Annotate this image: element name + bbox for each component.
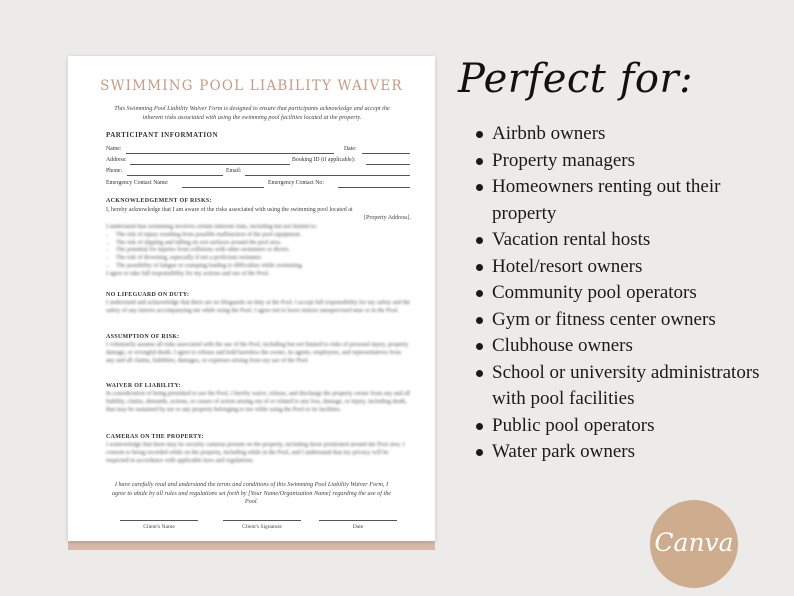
bullet-icon (476, 237, 483, 244)
list-item: Vacation rental hosts (470, 227, 770, 254)
cameras-text: I acknowledge that there may be security cameras present on the property, including those positioned around the Pool area. I consent to being recorded while on the property, including while in the Pool, and I understand that my privacy will be respected in accordance with applicable laws and regulations. (106, 442, 405, 464)
signature-client-signature (223, 520, 301, 530)
closing-statement (108, 481, 395, 507)
list-item: Gym or fitness center owners (470, 307, 770, 334)
list-item: Community pool operators (470, 280, 770, 307)
risk-item: • The risk of slipping and falling on wet surfaces around the pool area. (116, 240, 411, 248)
signature-line (319, 520, 397, 521)
closing-text-1: I have carefully read and understand the terms and conditions of this (114, 481, 288, 488)
list-item: Public pool operators (470, 413, 770, 440)
lifeguard-heading: NO LIFEGUARD ON DUTY: (106, 292, 190, 298)
signature-label: Date (352, 524, 364, 530)
signature-label: Client's Name (143, 524, 175, 530)
signature-client-name (120, 520, 198, 530)
participant-info-heading: PARTICIPANT INFORMATION (106, 131, 219, 139)
bullet-icon (476, 423, 483, 430)
bullet-icon (476, 343, 483, 350)
cameras-heading: CAMERAS ON THE PROPERTY: (106, 434, 204, 440)
ack-blurred-block (106, 224, 411, 279)
closing-emphasis: Swimming Pool Liability Waiver Form (287, 481, 383, 488)
list-item: School or university administrators with pool facilities (470, 360, 770, 413)
waiver-heading: WAIVER OF LIABILITY: (106, 383, 181, 389)
signature-label: Client's Signature (242, 524, 282, 530)
email-label: Email: (226, 168, 242, 174)
phone-label: Phone: (106, 168, 123, 174)
ack-heading: ACKNOWLEDGEMENT OF RISKS: (106, 198, 212, 204)
ack-text: I, hereby acknowledge that I am aware of the risks associated with using the swimming pool located at (106, 207, 353, 213)
ack-address: [Property Address]. (364, 215, 411, 221)
ack-blurred-end: I agree to take full responsibility for my actions and use of the Pool. (106, 270, 270, 277)
waiver-text: In consideration of being permitted to use the Pool, I hereby waive, release, and discharge the property owner from any and all liability, claims, demands, actions, or causes of action arising out of or related to any loss, damage, or injury, including death, that may be sustained by me or any property belonging to me while using the Pool or its facilities. (106, 391, 411, 413)
waiver-document (68, 56, 435, 541)
lifeguard-text: I understand and acknowledge that there are no lifeguards on duty at the Pool. I accept full responsibility for my safety and the safety of any minors accompanying me while using the Pool. I agree not to leave minors unsupervised near or in the Pool. (106, 300, 411, 314)
bullet-icon (476, 449, 483, 456)
document-intro (106, 105, 398, 122)
field-row-emergency (106, 180, 411, 189)
field-row-address (106, 157, 411, 166)
bullet-icon (476, 131, 483, 138)
address-label: Address: (106, 157, 127, 163)
risk-item: • The risk of injury resulting from possible malfunction of the pool equipment. (116, 232, 411, 240)
signature-line (120, 520, 198, 521)
name-line (126, 153, 334, 154)
risk-item: • The potential for injuries from collisions with other swimmers or divers. (116, 247, 411, 255)
intro-text-1: This (114, 105, 127, 112)
phone-line (127, 175, 223, 176)
assumption-text: I voluntarily assume all risks associated with the use of the Pool, including but not limited to risks of personal injury, property damage, or wrongful death. I agree to release and hold harmless the owner, its agents, employees, and representatives from any and all claims, liabilities, damages, or expenses arising from my use of the Pool. (106, 342, 409, 364)
address-line (130, 164, 290, 165)
field-row-phone (106, 168, 411, 177)
assumption-heading: ASSUMPTION OF RISK: (106, 334, 180, 340)
name-label: Name: (106, 146, 122, 152)
booking-id-line (366, 164, 410, 165)
email-line (245, 175, 410, 176)
bullet-icon (476, 264, 483, 271)
bullet-icon (476, 370, 483, 377)
intro-text-2: is designed to ensure that participants acknowledge and accept the inherent risks associated with using the swimming pool facilities located at the property. (142, 105, 390, 121)
list-item: Hotel/resort owners (470, 254, 770, 281)
closing-text-2: , I agree to abide by all rules and regulations set forth by [Your Name/Organization Name] regarding the use of the Pool. (111, 481, 392, 506)
emergency-no-line (338, 187, 410, 188)
list-item: Airbnb owners (470, 121, 770, 148)
emergency-name-line (182, 187, 264, 188)
bullet-icon (476, 158, 483, 165)
emergency-name-label: Emergency Contact Name: (106, 180, 169, 186)
ack-blurred-intro: I understand that swimming involves certain inherent risks, including but not limited to: (106, 224, 318, 230)
risk-item: • The possibility of fatigue or cramping leading to difficulties while swimming. (116, 263, 411, 271)
risk-list (106, 232, 411, 271)
signature-date (319, 520, 397, 530)
canva-logo-text: Canva (654, 528, 734, 557)
field-row-name (106, 146, 411, 155)
date-line (362, 153, 410, 154)
risk-item: • The risk of drowning, especially if not a proficient swimmer. (116, 255, 411, 263)
document-title: SWIMMING POOL LIABILITY WAIVER (100, 78, 403, 94)
list-item: Homeowners renting out their property (470, 174, 770, 227)
list-item: Water park owners (470, 439, 770, 466)
bullet-icon (476, 290, 483, 297)
signature-line (223, 520, 301, 521)
date-label: Date: (344, 146, 357, 152)
perfect-for-heading: Perfect for: (458, 56, 694, 102)
bullet-icon (476, 184, 483, 191)
audience-list (470, 121, 770, 466)
emergency-no-label: Emergency Contact No: (268, 180, 324, 186)
bullet-icon (476, 317, 483, 324)
booking-id-label: Booking ID (if applicable): (292, 157, 356, 163)
list-item: Clubhouse owners (470, 333, 770, 360)
canva-badge (650, 500, 738, 588)
list-item: Property managers (470, 148, 770, 175)
intro-emphasis: Swimming Pool Liability Waiver Form (126, 105, 223, 112)
